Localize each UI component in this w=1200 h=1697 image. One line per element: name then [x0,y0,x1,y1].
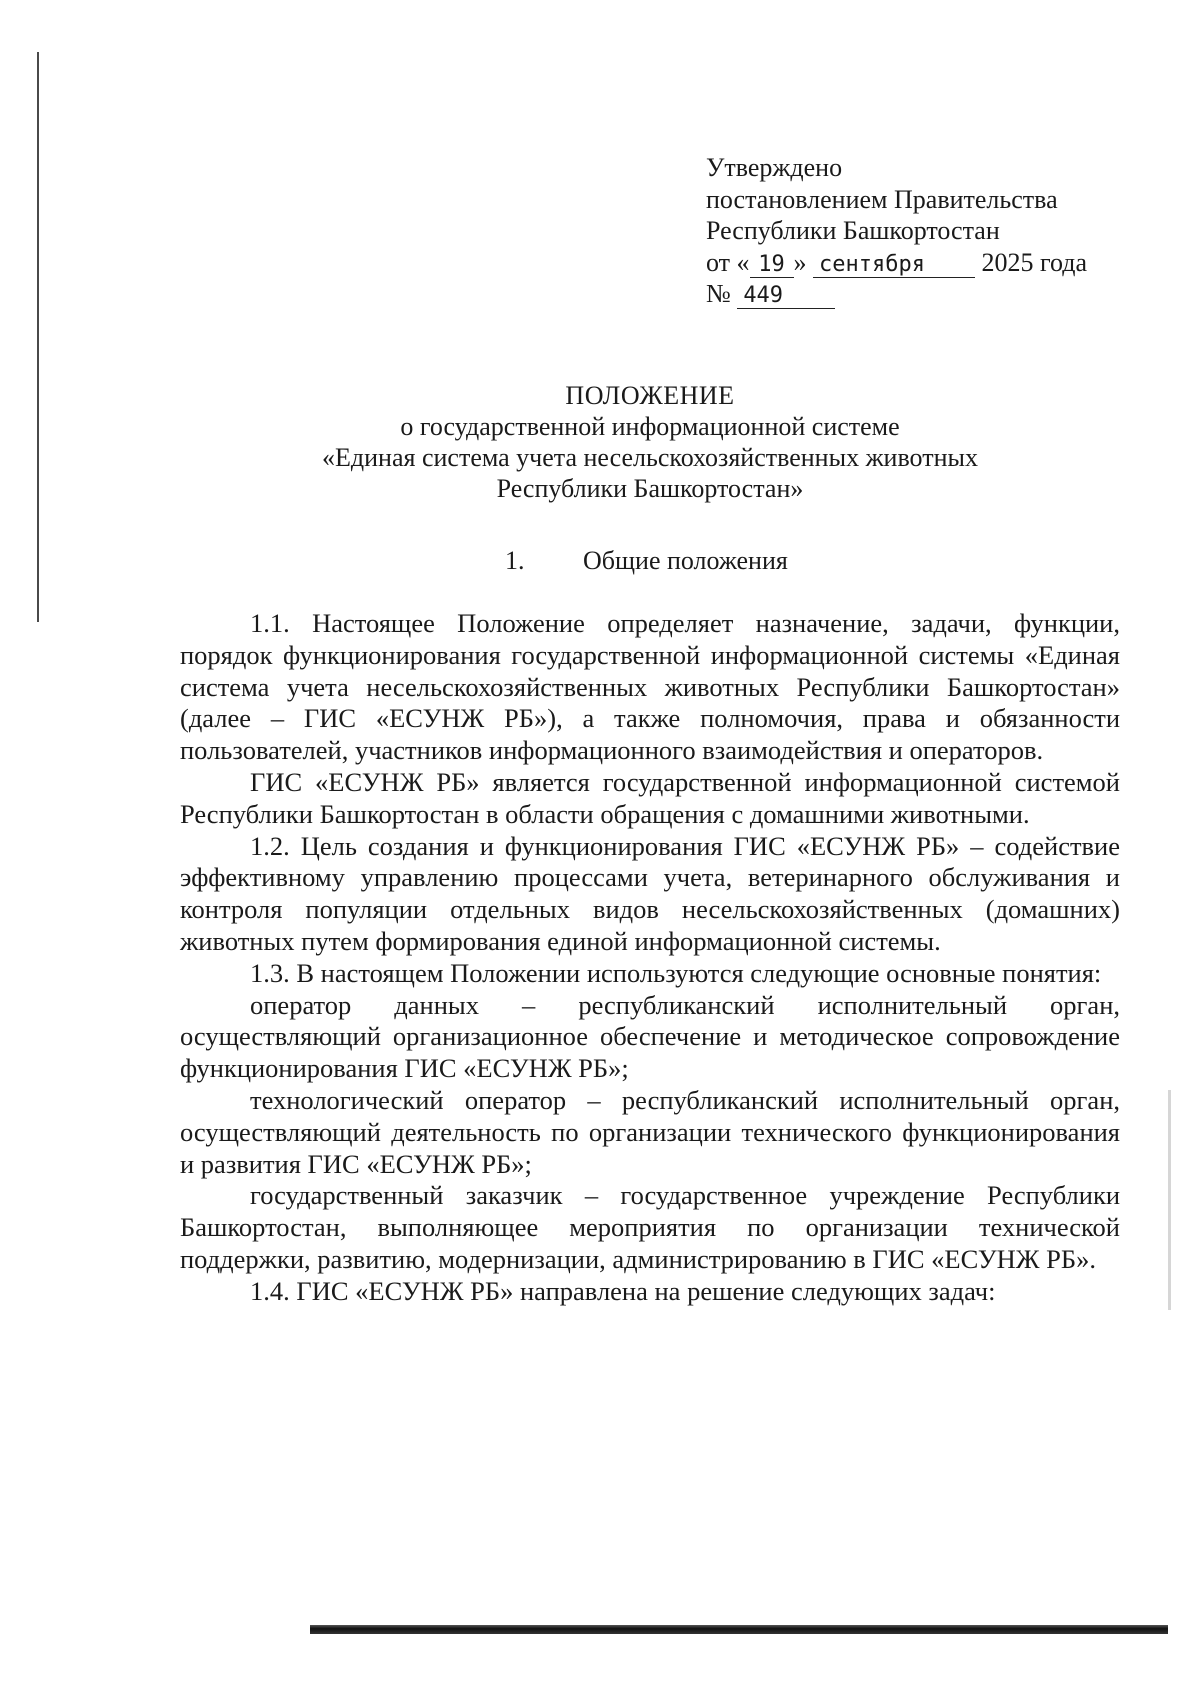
document-title-block [180,380,1120,504]
scan-edge-shadow [1168,1090,1171,1310]
definition-customer: государственный заказчик – государственное учреждение Республики Башкортостан, выполняющее мероприятия по организации технической поддержки, развитию, модернизации, администрированию в ГИС «ЕСУНЖ РБ». [180,1180,1120,1274]
scan-margin-line [37,52,39,622]
date-day: 19 [750,253,794,278]
section-title: Общие положения [583,546,788,575]
date-mid: » [793,247,807,277]
paragraph-1-2: 1.2. Цель создания и функционирования ГИС «ЕСУНЖ РБ» – содействие эффективному управлению процессами учета, ветеринарного обслуживания и контроля популяции отдельных видов несельскохозяйственных (домашних) животных путем формирования единой информационной системы. [180,830,1120,956]
date-prefix: от « [706,247,750,277]
document-title: ПОЛОЖЕНИЕ [565,381,735,410]
paragraph-1-4: 1.4. ГИС «ЕСУНЖ РБ» направлена на решение следующих задач: [250,1275,996,1306]
definition-data-operator: оператор данных – республиканский исполнительный орган, осуществляющий организационное обеспечение и методическое сопровождение функционирования ГИС «ЕСУНЖ РБ»; [180,989,1120,1084]
approval-line-1: Утверждено [706,153,843,182]
approval-number-line [706,278,1087,310]
section-heading [505,546,788,576]
definition-tech-operator: технологический оператор – республиканский исполнительный орган, осуществляющий деятельность по организации технического функционирования и развития ГИС «ЕСУНЖ РБ»; [180,1084,1120,1179]
document-body [180,608,1120,1308]
approval-line-3: Республики Башкортостан [706,216,1000,245]
document-number: 449 [737,284,835,309]
paragraph-gis-status: ГИС «ЕСУНЖ РБ» является государственной информационной системой Республики Башкортостан в области обращения с домашними животными. [180,766,1120,829]
number-prefix: № [706,279,731,308]
section-number: 1. [505,546,525,575]
approval-date-line [706,247,1087,279]
scan-bottom-bar [310,1625,1168,1634]
title-line-4: Республики Башкортостан» [496,474,804,503]
title-line-3: «Единая система учета несельскохозяйственных животных [322,443,978,472]
approval-line-2: постановлением Правительства [706,184,1058,214]
date-year: 2025 года [981,247,1088,277]
paragraph-1-1: 1.1. Настоящее Положение определяет назначение, задачи, функции, порядок функционирования государственной информационной системы «Единая система учета несельскохозяйственных животных Республики Башкортостан» (далее – ГИС «ЕСУНЖ РБ»), а также полномочия, права и обязанности пользователей, участников информационного взаимодействия и операторов. [180,608,1120,766]
title-line-2: о государственной информационной системе [400,412,900,441]
date-month: сентября [813,253,975,278]
paragraph-1-3: 1.3. В настоящем Положении используются следующие основные понятия: [250,957,1102,988]
approval-stamp [706,152,1087,310]
